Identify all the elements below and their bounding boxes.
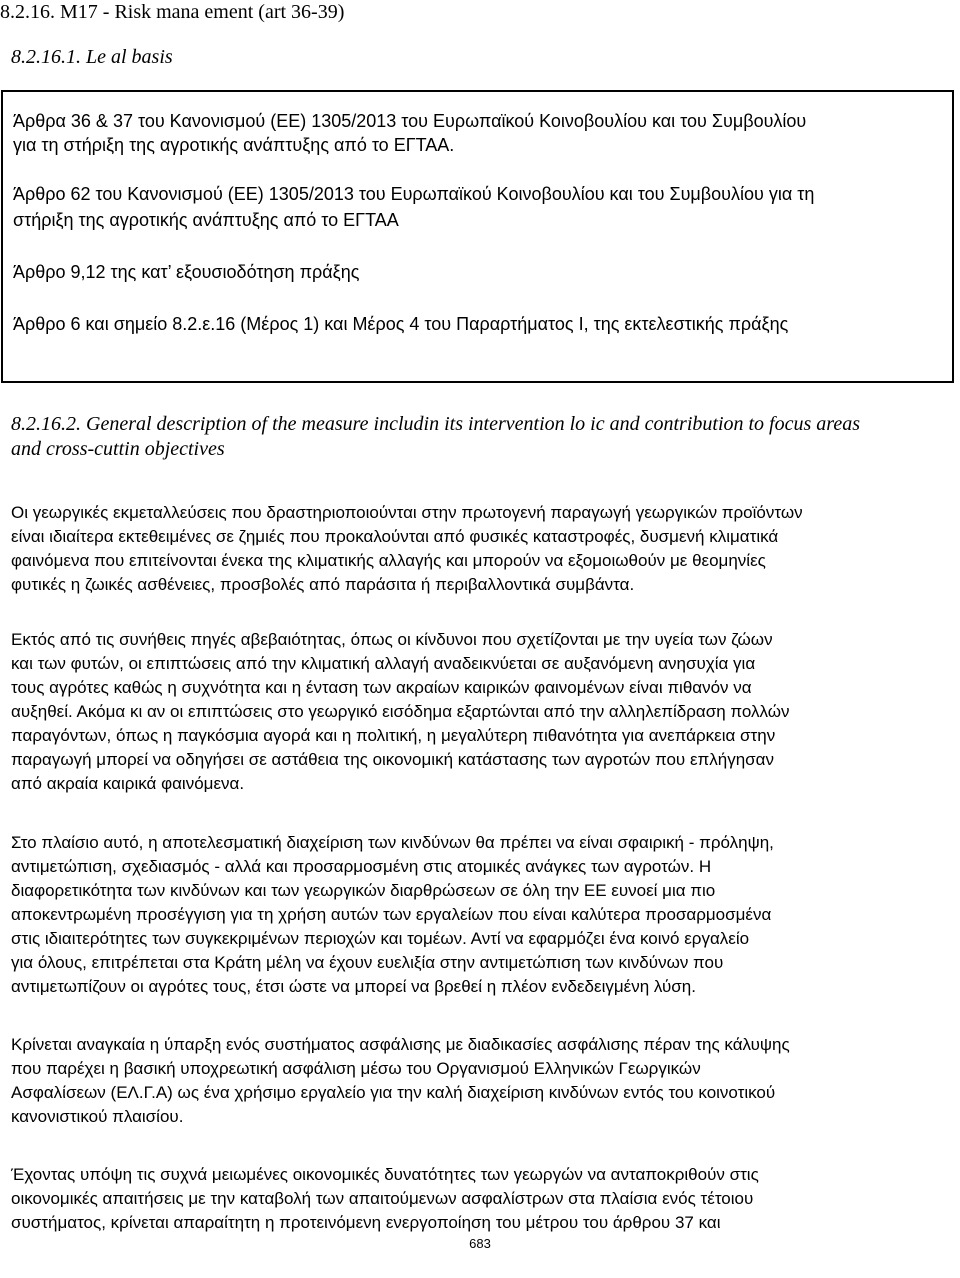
paragraph-line: φαινόμενα που επιτείνονται ένεκα της κλιματικής αλλαγής και μπορούν να εξομοιωθούν με θεομηνίες — [11, 551, 766, 570]
legal-basis-line: Άρθρο 62 του Κανονισμού (ΕΕ) 1305/2013 του Ευρωπαϊκού Κοινοβουλίου και του Συμβουλίου για τη — [13, 184, 815, 204]
paragraph-line: Έχοντας υπόψη τις συχνά μειωμένες οικονομικές δυνατότητες των γεωργών να ανταποκριθούν στις — [11, 1165, 759, 1184]
paragraph-line: είναι ιδιαίτερα εκτεθειμένες σε ζημιές που προκαλούνται από φυσικές καταστροφές, δυσμενή κλιματικά — [11, 527, 779, 546]
paragraph-line: στις ιδιαιτερότητες των συγκεκριμένων περιοχών και τομέων. Αντί να εφαρμόζει ένα κοινό εργαλείο — [11, 929, 750, 948]
paragraph-line: Εκτός από τις συνήθεις πηγές αβεβαιότητας, όπως οι κίνδυνοι που σχετίζονται με την υγεία των ζώων — [11, 630, 773, 649]
paragraph-line: φυτικές η ζωικές ασθένειες, προσβολές από παράσιτα ή περιβαλλοντικά συμβάντα. — [11, 575, 635, 594]
paragraph-line: παραγόντων, όπως η παγκόσμια αγορά και η πολιτική, η μεγαλύτερη πιθανότητα για ανεπάρκεια στην — [11, 726, 776, 745]
paragraph — [11, 1033, 790, 1129]
paragraph-line: οικονομικές απαιτήσεις με την καταβολή των απαιτούμενων ασφαλίστρων στα πλαίσια ενός τέτοιου — [11, 1189, 754, 1208]
paragraph — [11, 501, 803, 597]
general-description-heading-cont: and cross-cuttin objectives — [11, 438, 225, 460]
legal-basis-line: Άρθρο 9,12 της κατ’ εξουσιοδότηση πράξης — [13, 262, 360, 282]
paragraph-line: αντιμετώπιση, σχεδιασμός - αλλά και προσαρμοσμένη στις ατομικές ανάγκες των αγροτών. Η — [11, 857, 712, 876]
legal-basis-line: Άρθρο 6 και σημείο 8.2.ε.16 (Μέρος 1) και Μέρος 4 του Παραρτήματος Ι, της εκτελεστικής πράξης — [13, 314, 789, 334]
paragraph-line: κανονιστικού πλαισίου. — [11, 1107, 184, 1126]
paragraph-line: Στο πλαίσιο αυτό, η αποτελεσματική διαχείριση των κινδύνων θα πρέπει να είναι σφαιρική - πρόληψη, — [11, 833, 774, 852]
paragraph-line: Ασφαλίσεων (ΕΛ.Γ.Α) ως ένα χρήσιμο εργαλείο για την καλή διαχείριση κινδύνων εντός του κοινοτικού — [11, 1083, 776, 1102]
paragraph-line: παραγωγή μπορεί να οδηγήσει σε αστάθεια της οικονομική κατάστασης των αγροτών που επλήγησαν — [11, 750, 774, 769]
legal-basis-box — [1, 90, 954, 383]
legal-basis-heading: 8.2.16.1. Le al basis — [11, 46, 173, 68]
section-heading: 8.2.16. M17 - Risk mana ement (art 36-39) — [0, 1, 345, 23]
legal-basis-line: για τη στήριξη της αγροτικής ανάπτυξης από το ΕΓΤΑΑ. — [13, 135, 455, 155]
paragraph — [11, 1163, 759, 1235]
paragraph-line: για όλους, επιτρέπεται στα Κράτη μέλη να έχουν ευελιξία στην αντιμετώπιση των κινδύνων που — [11, 953, 724, 972]
paragraph-line: και των φυτών, οι επιπτώσεις από την κλιματική αλλαγή αναδεικνύεται σε αυξανόμενη ανησυχία για — [11, 654, 756, 673]
legal-basis-line: Άρθρα 36 & 37 του Κανονισμού (ΕΕ) 1305/2013 του Ευρωπαϊκού Κοινοβουλίου και του Συμβουλίου — [13, 111, 807, 131]
page-number: 683 — [469, 1236, 491, 1251]
general-description-heading: 8.2.16.2. General description of the measure includin its intervention lo ic and contribution to focus areas — [11, 413, 860, 435]
paragraph-line: αποκεντρωμένη προσέγγιση για τη χρήση αυτών των εργαλείων που είναι καλύτερα προσαρμοσμένα — [11, 905, 772, 924]
paragraph-line: αντιμετωπίζουν οι αγρότες τους, έτσι ώστε να μπορεί να βρεθεί η πλέον ενδεδειγμένη λύση. — [11, 977, 696, 996]
paragraph — [11, 628, 790, 796]
paragraph-line: Κρίνεται αναγκαία η ύπαρξη ενός συστήματος ασφάλισης με διαδικασίες ασφάλισης πέραν της κάλυψης — [11, 1035, 790, 1054]
paragraph-line: συστήματος, κρίνεται απαραίτητη η προτεινόμενη ενεργοποίηση του μέτρου του άρθρου 37 και — [11, 1213, 721, 1232]
paragraph-line: διαφορετικότητα των κινδύνων και των γεωργικών διαρθρώσεων σε όλη την ΕΕ ευνοεί μια πιο — [11, 881, 716, 900]
paragraph-line: Οι γεωργικές εκμεταλλεύσεις που δραστηριοποιούνται στην πρωτογενή παραγωγή γεωργικών προϊόντων — [11, 503, 803, 522]
paragraph-line: τους αγρότες καθώς η συχνότητα και η ένταση των ακραίων καιρικών φαινομένων είναι πιθανόν να — [11, 678, 752, 697]
paragraph — [11, 831, 774, 999]
paragraph-line: αυξηθεί. Ακόμα κι αν οι επιπτώσεις στο γεωργικό εισόδημα εξαρτώνται από την αλληλεπίδραση πολλών — [11, 702, 790, 721]
legal-basis-line: στήριξη της αγροτικής ανάπτυξης από το ΕΓΤΑΑ — [13, 210, 399, 230]
paragraph-line: από ακραία καιρικά φαινόμενα. — [11, 774, 245, 793]
paragraph-line: που παρέχει η βασική υποχρεωτική ασφάλιση μέσω του Οργανισμού Ελληνικών Γεωργικών — [11, 1059, 701, 1078]
